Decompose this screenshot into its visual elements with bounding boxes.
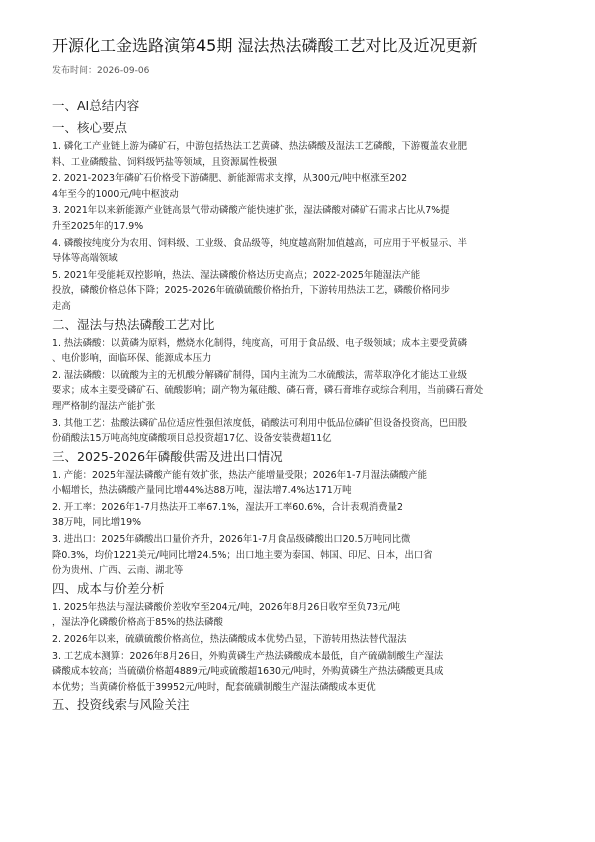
list-item xyxy=(52,236,552,267)
sections-container xyxy=(52,119,552,714)
list-item-line: 1. 2025年热法与湿法磷酸价差收窄至204元/吨，2026年8月26日收窄至负73元/吨 xyxy=(52,601,401,613)
list-item xyxy=(52,600,552,631)
list-item-line: 小幅增长，热法磷酸产量同比增44%达88万吨，湿法增7.4%达171万吨 xyxy=(52,485,352,497)
list-item-line: 3. 进出口：2025年磷酸出口量价齐升，2026年1-7月食品级磷酸出口20.5万吨同比微 xyxy=(52,534,411,546)
list-item-line: 升至2025年的17.9% xyxy=(52,220,144,232)
publish-date: 发布时间：2026-09-06 xyxy=(52,66,150,76)
list-item-line: 、电价影响，面临环保、能源成本压力 xyxy=(52,353,212,365)
list-item-line: 走高 xyxy=(52,300,71,312)
list-item-line: 38万吨，同比增19% xyxy=(52,517,142,529)
list-item-line: 份为贵州、广西、云南、湖北等 xyxy=(52,565,184,577)
list-item xyxy=(52,368,552,415)
list-item xyxy=(52,632,552,648)
list-item-line: 要求；成本主要受磷矿石、硫酸影响；副产物为氟硅酸、磷石膏，磷石膏堆存或综合利用，当前磷石膏处 xyxy=(52,385,484,397)
section-heading: 四、成本与价差分析 xyxy=(52,580,165,596)
list-item xyxy=(52,416,552,447)
list-item-line: 2. 湿法磷酸：以硫酸为主的无机酸分解磷矿制得，国内主流为二水硫酸法，需萃取净化才能达工业级 xyxy=(52,369,468,381)
list-item xyxy=(52,171,552,202)
list-item xyxy=(52,139,552,170)
list-item-line: 2. 2026年以来，硫磺硫酸价格高位，热法磷酸成本优势凸显，下游转用热法替代湿法 xyxy=(52,634,407,646)
ai-summary-heading: 一、AI总结内容 xyxy=(52,98,140,113)
list-item-line: 3. 2021年以来新能源产业链高景气带动磷酸产能快速扩张，湿法磷酸对磷矿石需求占比从7%提 xyxy=(52,205,450,217)
list-item xyxy=(52,649,552,696)
list-item-line: 理严格制约湿法产能扩张 xyxy=(52,400,156,412)
list-item-line: 投放，磷酸价格总体下降；2025-2026年硫磺硫酸价格抬升，下游转用热法工艺，磷酸价格同步 xyxy=(52,285,450,297)
list-item-line: 5. 2021年受能耗双控影响，热法、湿法磷酸价格达历史高点；2022-2025年随湿法产能 xyxy=(52,269,421,281)
section-heading: 三、2025-2026年磷酸供需及进出口情况 xyxy=(52,448,283,464)
section-heading: 一、核心要点 xyxy=(52,120,128,135)
section-heading: 五、投资线索与风险关注 xyxy=(52,697,190,713)
list-item xyxy=(52,268,552,315)
list-item-line: 磷酸成本较高；当硫磺价格超4889元/吨或硫酸超1630元/吨时，外购黄磷生产热法磷酸更具成 xyxy=(52,666,444,678)
list-item xyxy=(52,500,552,531)
list-item-line: 导体等高端领域 xyxy=(52,253,118,265)
document-title: 开源化工金选路演第45期 湿法热法磷酸工艺对比及近况更新 xyxy=(52,36,478,55)
section-heading: 二、湿法与热法磷酸工艺对比 xyxy=(52,316,215,332)
list-item-line: 4年至今的1000元/吨中枢波动 xyxy=(52,188,179,200)
list-item-line: 1. 热法磷酸：以黄磷为原料，燃烧水化制得，纯度高，可用于食品级、电子级领域；成本主要受黄磷 xyxy=(52,337,468,349)
list-item-line: 1. 磷化工产业链上游为磷矿石，中游包括热法工艺黄磷、热法磷酸及湿法工艺磷酸，下游覆盖农业肥 xyxy=(52,141,468,152)
list-item-line: 3. 其他工艺：盐酸法磷矿品位适应性强但浓度低，硝酸法可利用中低品位磷矿但设备投资高，巴田股 xyxy=(52,417,468,429)
list-item xyxy=(52,203,552,234)
list-item-line: 2. 开工率：2026年1-7月热法开工率67.1%，湿法开工率60.6%，合计表观消费量2 xyxy=(52,501,404,513)
list-item-line: 份硝酸法15万吨高纯度磷酸项目总投资超17亿、设备安装费超11亿 xyxy=(52,433,332,445)
list-item-line: 2. 2021-2023年磷矿石价格受下游磷肥、新能源需求支撑，从300元/吨中枢涨至202 xyxy=(52,173,408,185)
list-item-line: 3. 工艺成本测算：2026年8月26日，外购黄磷生产热法磷酸成本最低，自产硫磺制酸生产湿法 xyxy=(52,650,444,662)
list-item-line: 降0.3%，均价1221美元/吨同比增24.5%；出口地主要为泰国、韩国、印尼、日本，出口省 xyxy=(52,549,433,561)
list-item xyxy=(52,336,552,367)
list-item xyxy=(52,532,552,579)
list-item-line: ，湿法净化磷酸价格高于85%的热法磷酸 xyxy=(52,617,223,629)
list-item-line: 4. 磷酸按纯度分为农用、饲料级、工业级、食品级等，纯度越高附加值越高，可应用于平板显示、半 xyxy=(52,237,468,249)
list-item-line: 料、工业磷酸盐、饲料级钙盐等领域，且资源属性极强 xyxy=(52,156,278,168)
list-item-line: 1. 产能：2025年湿法磷酸产能有效扩张，热法产能增量受限；2026年1-7月湿法磷酸产能 xyxy=(52,469,427,481)
list-item-line: 本优势；当黄磷价格低于39952元/吨时，配套硫磺制酸生产湿法磷酸成本更优 xyxy=(52,681,376,693)
list-item xyxy=(52,468,552,499)
document-body xyxy=(52,97,552,716)
